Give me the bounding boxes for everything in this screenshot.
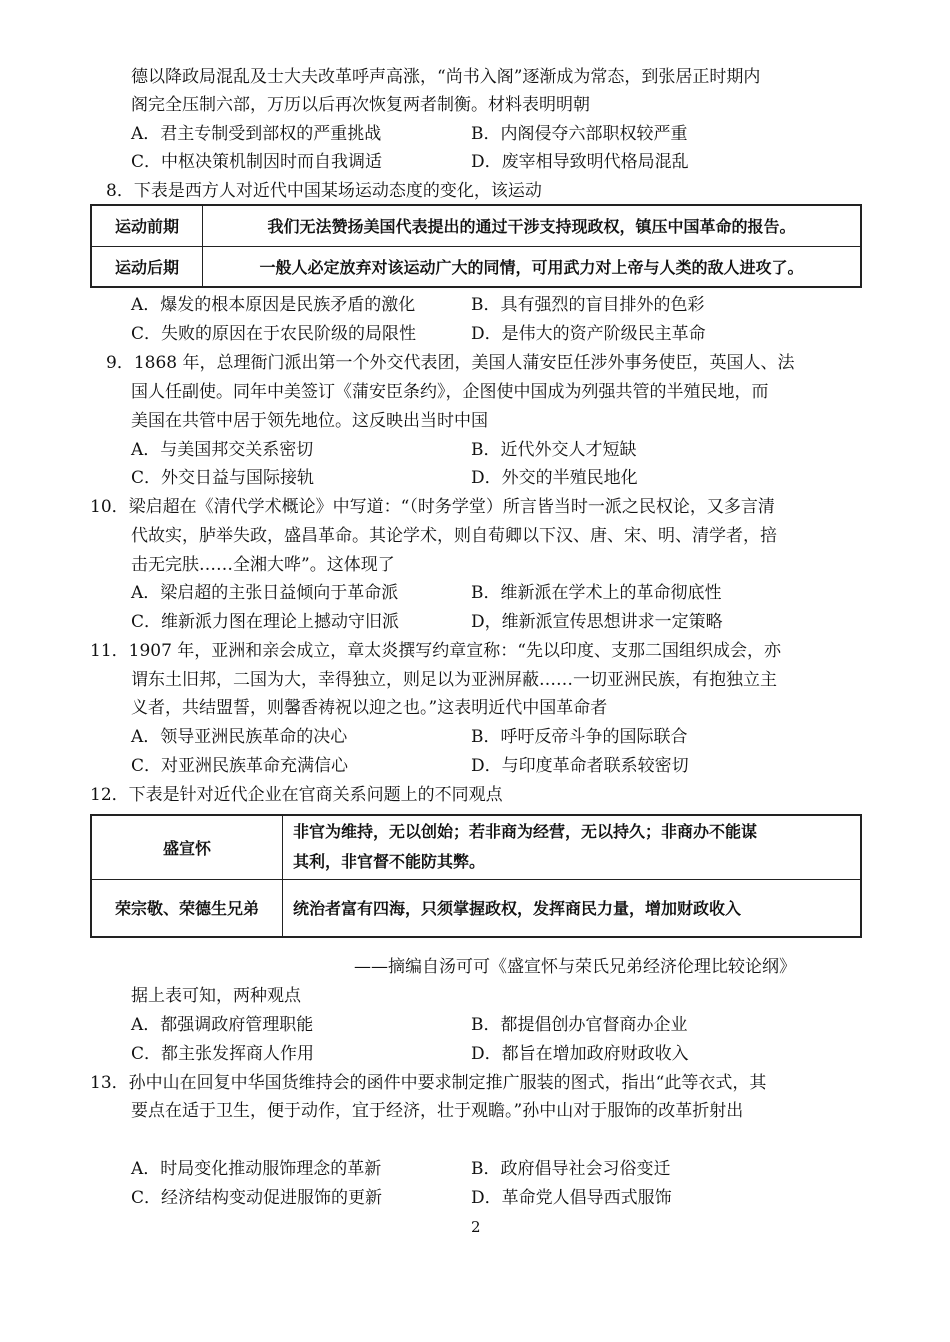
q7-option-a: A．君主专制受到部权的严重挑战 — [131, 124, 382, 144]
q7-option-c: C．中枢决策机制因时而自我调适 — [131, 152, 383, 172]
q11-line-3: 义者，共结盟誓，则馨香祷祝以迎之也。”这表明近代中国革命者 — [131, 698, 608, 718]
q10-line-2: 代故实，胪举失政，盛昌革命。其论学术，则自荀卿以下汉、唐、宋、明、清学者，掊 — [131, 526, 777, 546]
q8-stem: 8．下表是西方人对近代中国某场运动态度的变化，该运动 — [106, 181, 542, 201]
q11-option-a: A．领导亚洲民族革命的决心 — [131, 727, 348, 747]
q12-option-d: D．都旨在增加政府财政收入 — [471, 1044, 689, 1064]
q13-option-d: D．革命党人倡导西式服饰 — [471, 1188, 672, 1208]
q8-option-c: C．失败的原因在于农民阶级的局限性 — [131, 324, 417, 344]
q13-option-b: B．政府倡导社会习俗变迁 — [471, 1159, 671, 1179]
q11-option-c: C．对亚洲民族革命充满信心 — [131, 756, 349, 776]
q8-table — [90, 204, 862, 288]
q8-table-row — [91, 246, 861, 287]
q7-option-d: D．废宰相导致明代格局混乱 — [471, 152, 689, 172]
q9-line-3: 美国在共管中居于领先地位。这反映出当时中国 — [131, 411, 488, 431]
q9-option-b: B．近代外交人才短缺 — [471, 440, 637, 460]
q8-table-label: 运动前期 — [91, 205, 203, 246]
q8-table-text: 一般人必定放弃对该运动广大的同情，可用武力对上帝与人类的敌人进攻了。 — [203, 246, 862, 287]
q11-option-b: B．呼吁反帝斗争的国际联合 — [471, 727, 688, 747]
q12-source: ——摘编自汤可可《盛宣怀与荣氏兄弟经济伦理比较论纲》 — [354, 957, 796, 977]
q12-option-c: C．都主张发挥商人作用 — [131, 1044, 315, 1064]
q13-line-2: 要点在适于卫生，便于动作，宜于经济，壮于观瞻。”孙中山对于服饰的改革折射出 — [131, 1101, 744, 1121]
q12-table-label: 盛宣怀 — [91, 815, 283, 879]
q8-option-b: B．具有强烈的盲目排外的色彩 — [471, 295, 705, 315]
q9-option-c: C．外交日益与国际接轨 — [131, 468, 315, 488]
q9-option-a: A．与美国邦交关系密切 — [131, 440, 314, 460]
q7-line-2: 阁完全压制六部，万历以后再次恢复两者制衡。材料表明明朝 — [131, 95, 590, 115]
q8-table-label: 运动后期 — [91, 246, 203, 287]
q12-table — [90, 814, 862, 938]
q12-table-label: 荣宗敬、荣德生兄弟 — [91, 879, 283, 937]
q8-option-a: A．爆发的根本原因是民族矛盾的激化 — [131, 295, 416, 315]
q12-option-a: A．都强调政府管理职能 — [131, 1015, 314, 1035]
q8-option-d: D．是伟大的资产阶级民主革命 — [471, 324, 706, 344]
q13-option-c: C．经济结构变动促进服饰的更新 — [131, 1188, 383, 1208]
q13-line-1: 13．孙中山在回复中华国货维持会的函件中要求制定推广服装的图式，指出“此等衣式，其 — [90, 1073, 767, 1093]
q11-line-1: 11．1907 年，亚洲和亲会成立，章太炎撰写约章宣称：“先以印度、支那二国组织成会，亦 — [90, 641, 781, 661]
q12-table-text: 统治者富有四海，只须掌握政权，发挥商民力量，增加财政收入 — [283, 879, 862, 937]
q10-option-a: A．梁启超的主张日益倾向于革命派 — [131, 583, 399, 603]
q9-option-d: D．外交的半殖民地化 — [471, 468, 638, 488]
q12-table-text-line: 其利，非官督不能防其弊。 — [293, 852, 486, 872]
q8-table-text: 我们无法赞扬美国代表提出的通过干涉支持现政权，镇压中国革命的报告。 — [203, 205, 862, 246]
q12-table-row — [91, 879, 861, 937]
q9-line-1: 9．1868 年，总理衙门派出第一个外交代表团，美国人蒲安臣任涉外事务使臣，英国人、法 — [106, 353, 795, 373]
q10-line-1: 10．梁启超在《清代学术概论》中写道：“（时务学堂）所言皆当时一派之民权论，又多言清 — [90, 497, 775, 517]
q8-table-row — [91, 205, 861, 246]
q11-option-d: D．与印度革命者联系较密切 — [471, 756, 689, 776]
q10-option-d: D，维新派宣传思想讲求一定策略 — [471, 612, 723, 632]
q12-stem: 12．下表是针对近代企业在官商关系问题上的不同观点 — [90, 785, 503, 805]
q9-line-2: 国人任副使。同年中美签订《蒲安臣条约》，企图使中国成为列强共管的半殖民地，而 — [131, 382, 769, 402]
q12-table-text — [283, 815, 862, 879]
q12-table-row — [91, 815, 861, 879]
q10-line-3: 击无完肤……全湘大哗”。这体现了 — [131, 555, 395, 575]
q11-line-2: 谓东土旧邦，二国为大，幸得独立，则足以为亚洲屏蔽……一切亚洲民族，有抱独立主 — [131, 670, 777, 690]
q10-option-b: B．维新派在学术上的革命彻底性 — [471, 583, 722, 603]
q10-option-c: C．维新派力图在理论上撼动守旧派 — [131, 612, 400, 632]
q12-option-b: B．都提倡创办官督商办企业 — [471, 1015, 688, 1035]
q7-line-1: 德以降政局混乱及士大夫改革呼声高涨，“尚书入阁”逐渐成为常态，到张居正时期内 — [131, 67, 761, 87]
q7-option-b: B．内阁侵夺六部职权较严重 — [471, 124, 688, 144]
page-number: 2 — [471, 1218, 481, 1236]
q12-table-text-line: 非官为维持，无以创始；若非商为经营，无以持久；非商办不能谋 — [293, 822, 758, 842]
q13-option-a: A．时局变化推动服饰理念的革新 — [131, 1159, 382, 1179]
q12-after: 据上表可知，两种观点 — [131, 986, 301, 1006]
